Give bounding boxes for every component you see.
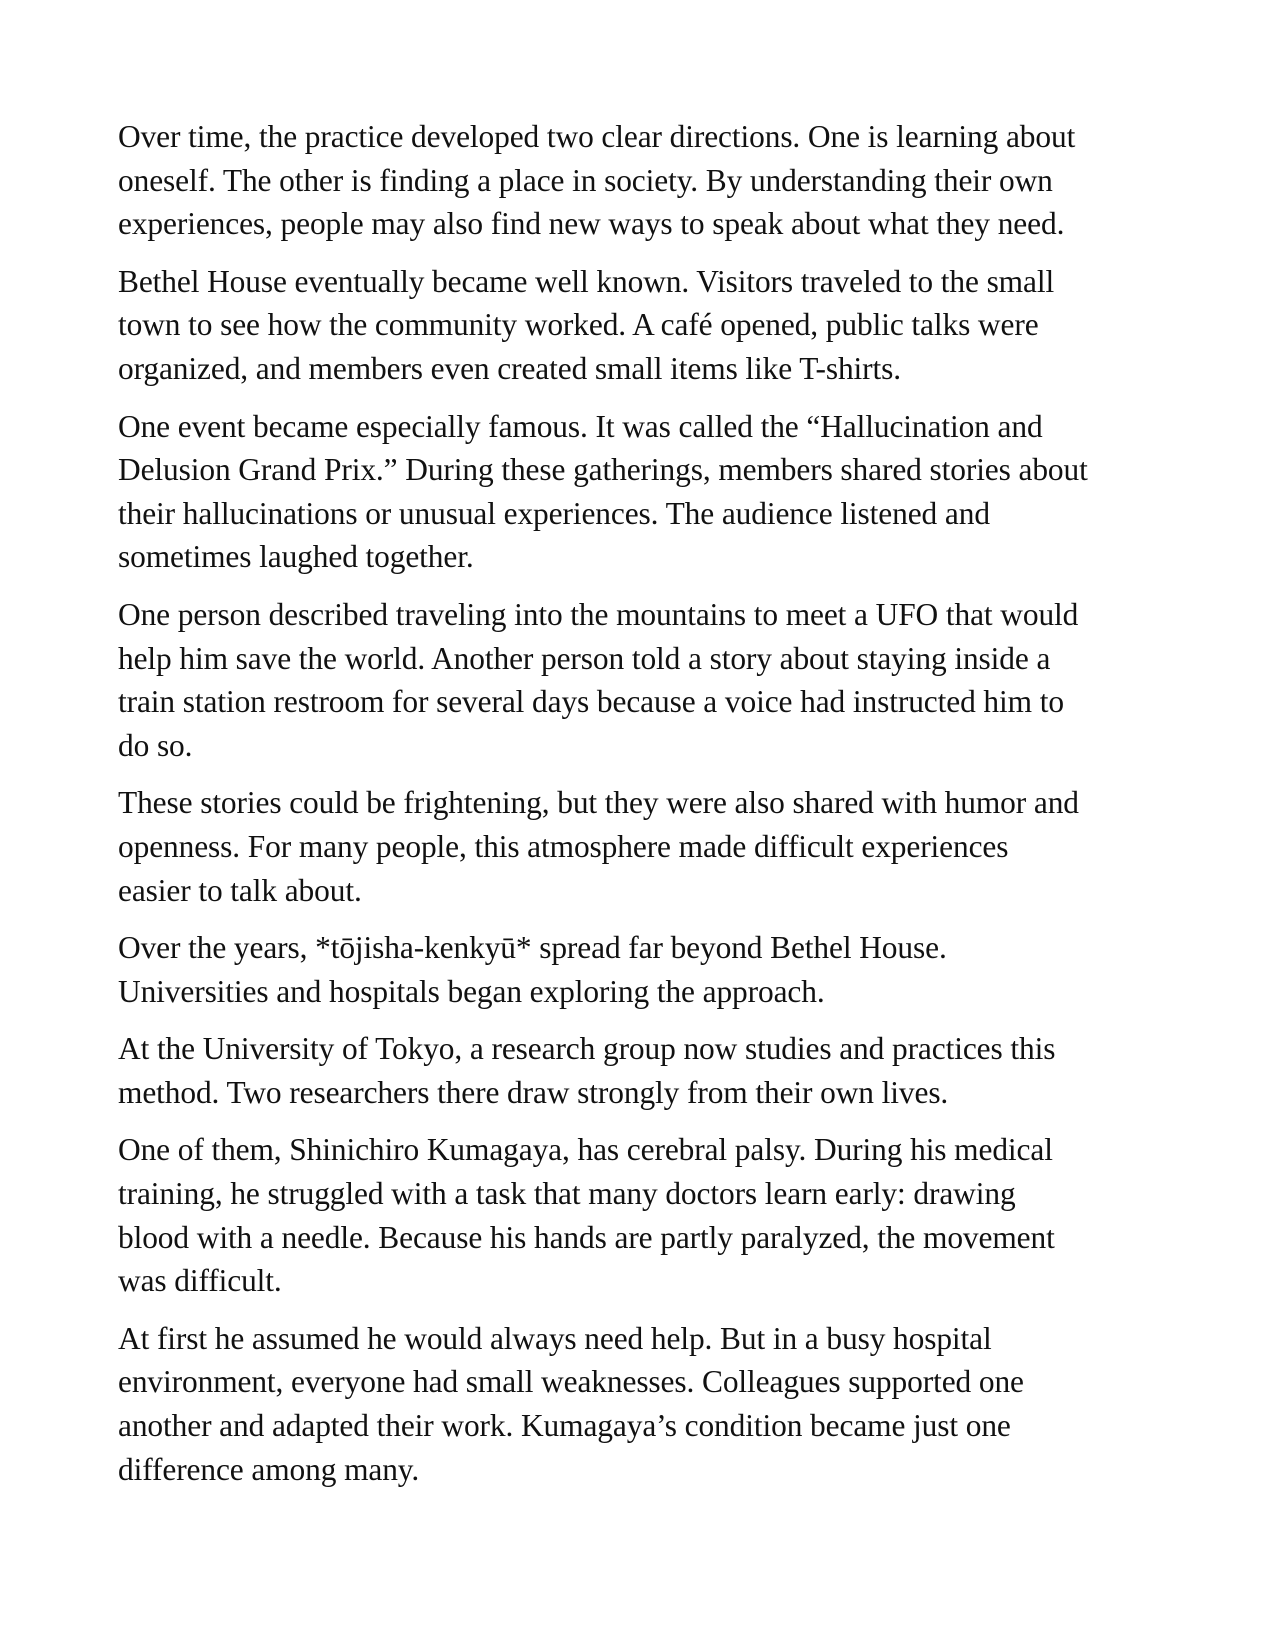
text-line: organized, and members even created small items like T-shirts. xyxy=(118,350,901,386)
text-line: Over the years, *tōjisha-kenkyū* spread far beyond Bethel House. xyxy=(118,930,947,966)
text-line: train station restroom for several days because a voice had instructed him to xyxy=(118,684,1064,720)
text-line: openness. For many people, this atmosphere made difficult experiences xyxy=(118,828,1009,864)
text-line: At the University of Tokyo, a research group now studies and practices this xyxy=(118,1031,1056,1067)
text-line: sometimes laughed together. xyxy=(118,539,474,575)
text-line: experiences, people may also find new ways to speak about what they need. xyxy=(118,206,1065,242)
text-line: At first he assumed he would always need help. But in a busy hospital xyxy=(118,1320,992,1356)
text-line: training, he struggled with a task that many doctors learn early: drawing xyxy=(118,1176,1016,1212)
text-line: Over time, the practice developed two clear directions. One is learning about xyxy=(118,119,1076,154)
text-line: Delusion Grand Prix.” During these gatherings, members shared stories about xyxy=(118,452,1088,488)
text-line: another and adapted their work. Kumagaya’s condition became just one xyxy=(118,1408,1011,1444)
text-line: environment, everyone had small weaknesses. Colleagues supported one xyxy=(118,1364,1024,1400)
text-line: easier to talk about. xyxy=(118,872,362,908)
paragraph-3 xyxy=(118,405,1163,579)
paragraph-8 xyxy=(118,1128,1163,1302)
text-line: One of them, Shinichiro Kumagaya, has cerebral palsy. During his medical xyxy=(118,1132,1053,1168)
text-line: blood with a needle. Because his hands are partly paralyzed, the movement xyxy=(118,1219,1055,1255)
body-text xyxy=(118,115,1163,1505)
text-line: difference among many. xyxy=(118,1451,420,1487)
text-line: One person described traveling into the mountains to meet a UFO that would xyxy=(118,596,1079,632)
text-line: oneself. The other is finding a place in society. By understanding their own xyxy=(118,162,1053,198)
paragraph-9 xyxy=(118,1317,1163,1491)
paragraph-5 xyxy=(118,781,1163,912)
paragraph-2 xyxy=(118,260,1163,391)
text-line: method. Two researchers there draw strongly from their own lives. xyxy=(118,1074,949,1110)
text-line: Universities and hospitals began exploring the approach. xyxy=(118,973,825,1009)
paragraph-1 xyxy=(118,115,1163,246)
paragraph-6 xyxy=(118,926,1163,1013)
paragraph-7 xyxy=(118,1027,1163,1114)
text-line: help him save the world. Another person told a story about staying inside a xyxy=(118,640,1051,676)
text-line: their hallucinations or unusual experiences. The audience listened and xyxy=(118,495,990,531)
text-line: was difficult. xyxy=(118,1263,282,1299)
text-line: Bethel House eventually became well known. Visitors traveled to the small xyxy=(118,263,1055,299)
text-line: These stories could be frightening, but they were also shared with humor and xyxy=(118,785,1079,821)
text-line: One event became especially famous. It was called the “Hallucination and xyxy=(118,408,1043,444)
paragraph-4 xyxy=(118,593,1163,767)
text-line: do so. xyxy=(118,727,193,763)
text-line: town to see how the community worked. A café opened, public talks were xyxy=(118,307,1039,343)
